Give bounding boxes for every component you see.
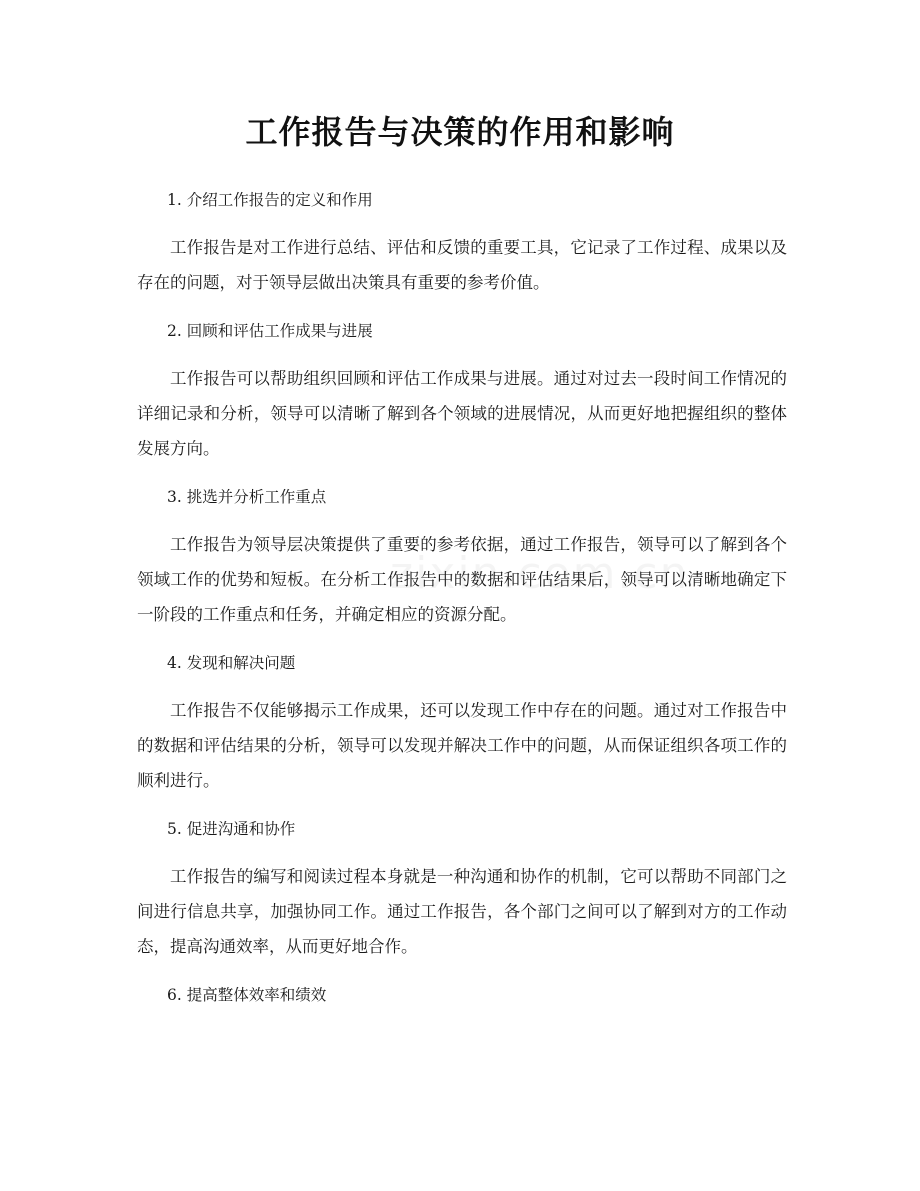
- section-heading-1: 1. 介绍工作报告的定义和作用: [167, 191, 373, 209]
- section-paragraph-4: 工作报告不仅能够揭示工作成果，还可以发现工作中存在的问题。通过对工作报告中的数据和评估结果的分析，领导可以发现并解决工作中的问题，从而保证组织各项工作的顺利进行。: [137, 701, 787, 790]
- section-heading-2: 2. 回顾和评估工作成果与进展: [167, 322, 373, 340]
- section-heading-5: 5. 促进沟通和协作: [167, 820, 296, 838]
- document-body: [137, 180, 787, 1015]
- section-heading-3: 3. 挑选并分析工作重点: [167, 488, 327, 506]
- document-title: 工作报告与决策的作用和影响: [245, 113, 675, 151]
- section-paragraph-1: 工作报告是对工作进行总结、评估和反馈的重要工具，它记录了工作过程、成果以及存在的问题，对于领导层做出决策具有重要的参考价值。: [137, 238, 787, 292]
- section-paragraph-5: 工作报告的编写和阅读过程本身就是一种沟通和协作的机制，它可以帮助不同部门之间进行信息共享，加强协同工作。通过工作报告，各个部门之间可以了解到对方的工作动态，提高沟通效率，从而更好地合作。: [137, 867, 787, 956]
- section-heading-4: 4. 发现和解决问题: [167, 654, 296, 672]
- section-paragraph-2: 工作报告可以帮助组织回顾和评估工作成果与进展。通过对过去一段时间工作情况的详细记录和分析，领导可以清晰了解到各个领域的进展情况，从而更好地把握组织的整体发展方向。: [137, 369, 787, 458]
- section-paragraph-3: 工作报告为领导层决策提供了重要的参考依据，通过工作报告，领导可以了解到各个领域工作的优势和短板。在分析工作报告中的数据和评估结果后，领导可以清晰地确定下一阶段的工作重点和任务，并确定相应的资源分配。: [137, 535, 787, 624]
- section-heading-6: 6. 提高整体效率和绩效: [167, 986, 327, 1004]
